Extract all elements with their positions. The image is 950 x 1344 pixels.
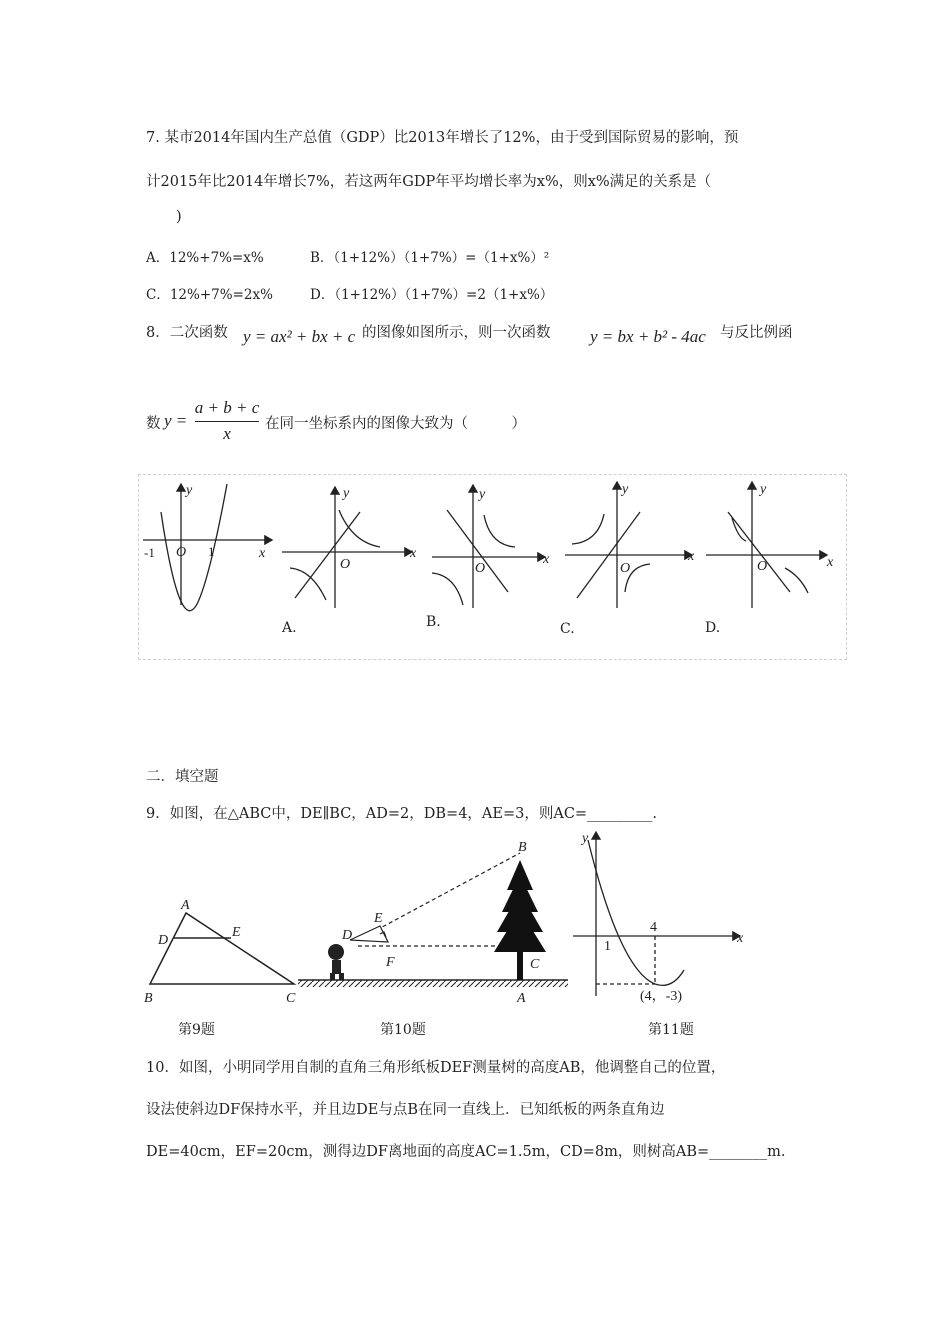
option-a-line (295, 512, 360, 598)
q7-line2: 计2015年比2014年增长7%，若这两年GDP年平均增长率为x%，则x%满足的关系是（ (146, 174, 712, 190)
option-a-x-label: x (410, 546, 417, 561)
q8-formula-y: y = (164, 411, 188, 430)
parabola-curve (161, 484, 227, 611)
q8-option-d-label: D. (705, 620, 721, 636)
q8-option-c-label: C. (560, 621, 575, 637)
q8-option-b-label: B. (426, 614, 441, 630)
q10-line2: 设法使斜边DF保持水平，并且边DE与点B在同一直线上．已知纸板的两条直角边 (146, 1102, 665, 1118)
option-b-x-label: x (543, 552, 550, 567)
q8-formula-quadratic: y = ax² + bx + c (243, 327, 356, 346)
option-b-y-label: y (479, 487, 486, 502)
q8-formula-linear: y = bx + b² - 4ac (590, 327, 706, 346)
parabola-y-label: y (186, 483, 193, 498)
fig9-label-d: D (158, 933, 169, 948)
q9-q11-figures (0, 820, 950, 1020)
q10-line3: DE=40cm，EF=20cm，测得边DF离地面的高度AC=1.5m，CD=8m，则树高AB=________m. (146, 1144, 786, 1160)
fig11-y-label: y (582, 831, 589, 846)
fig11-vertex-label: (4，-3) (640, 989, 682, 1004)
option-d-origin-label: O (757, 559, 768, 574)
option-c-origin-label: O (620, 561, 631, 576)
fig9-label-e: E (232, 925, 241, 940)
fig10-person (328, 944, 344, 980)
q8-line2-prefix: 数 (146, 416, 161, 432)
q10-line1: 10．如图，小明同学用自制的直角三角形纸板DEF测量树的高度AB，他调整自己的位置， (146, 1060, 726, 1076)
q7-line1: 7. 某市2014年国内生产总值（GDP）比2013年增长了12%，由于受到国际贸易的影响，预 (146, 130, 739, 146)
q8-line2-suffix: 在同一坐标系内的图像大致为（ ） (265, 416, 526, 432)
q7-option-a: A．12%+7%=x% (146, 250, 264, 266)
fig9-label-b: B (144, 991, 153, 1006)
option-b-hyperbola-lower (432, 573, 463, 605)
fig11-caption: 第11题 (648, 1022, 694, 1038)
option-a-hyperbola-upper (339, 510, 380, 547)
fig10-label-d: D (342, 928, 353, 943)
q8-option-a-label: A. (282, 620, 297, 636)
q7-line3: ) (176, 209, 182, 225)
option-b-line (447, 510, 508, 592)
fig10-label-c: C (530, 957, 540, 972)
parabola-neg1-label: -1 (144, 545, 155, 560)
parabola-one-label: 1 (208, 544, 215, 559)
q9-text: 9．如图，在△ABC中，DE∥BC，AD=2，DB=4，AE=3，则AC=_________. (146, 806, 657, 822)
fig10-cardboard-triangle (350, 926, 388, 942)
q8-fraction-denominator: x (223, 424, 231, 443)
fig11-parabola (588, 840, 684, 985)
q8-fraction-numerator: a + b + c (194, 398, 260, 417)
option-a-origin-label: O (340, 557, 351, 572)
option-d-line (728, 512, 790, 592)
option-c-hyperbola-upper (572, 514, 604, 544)
option-b-hyperbola-upper (484, 515, 515, 547)
fig9-caption: 第9题 (178, 1022, 215, 1038)
option-d-hyperbola-upper (732, 518, 746, 541)
option-d-y-label: y (760, 482, 767, 497)
fig10-label-f: F (386, 955, 395, 970)
q8-prefix: 8．二次函数 (146, 325, 228, 341)
option-b-origin-label: O (475, 561, 486, 576)
q7-option-c: C．12%+7%=2x% (146, 287, 273, 303)
fig10-caption: 第10题 (380, 1022, 426, 1038)
fig10-sightline (358, 853, 520, 940)
fig11-label-4: 4 (650, 920, 657, 935)
fig10-label-b: B (518, 840, 527, 855)
parabola-origin-label: O (176, 545, 187, 560)
q8-mid-text: 的图像如图所示，则一次函数 (362, 325, 551, 341)
option-c-y-label: y (622, 482, 629, 497)
option-a-y-label: y (343, 486, 350, 501)
fig10-ground-hatch (298, 980, 568, 987)
fig9-label-c: C (286, 991, 296, 1006)
option-a-hyperbola-lower (290, 568, 326, 600)
fig10-label-e: E (374, 911, 383, 926)
section-title: 二．填空题 (146, 769, 219, 785)
parabola-x-label: x (259, 546, 266, 561)
fig9-label-a: A (181, 898, 190, 913)
option-d-x-label: x (827, 555, 834, 570)
q7-option-d: D．（1+12%）（1+7%）=2（1+x%） (310, 287, 554, 303)
q8-suffix: 与反比例函 (720, 325, 793, 341)
fig10-label-a: A (517, 991, 526, 1006)
fig11-x-label: x (737, 931, 744, 946)
option-c-x-label: x (688, 549, 695, 564)
q7-option-b: B．（1+12%）（1+7%）=（1+x%）² (310, 250, 550, 266)
fig11-label-1: 1 (604, 939, 611, 954)
fig9-triangle (150, 913, 294, 984)
